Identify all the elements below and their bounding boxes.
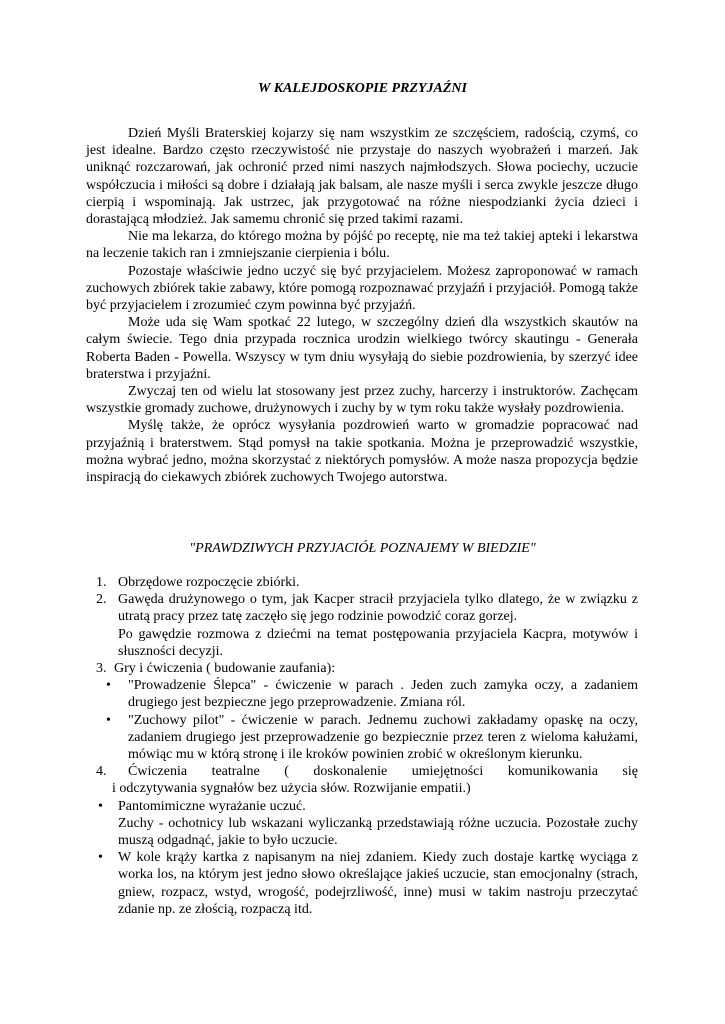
document-title: W KALEJDOSKOPIE PRZYJAŹNI [258, 81, 467, 96]
bullet-icon: • [106, 678, 111, 694]
bullet-text: Zuchy - ochotnicy lub wskazani wyliczanką przedstawiają różne uczucia. Pozostałe zuchy muszą odgadnąć, jakie to było uczucie. [118, 815, 638, 849]
bullet-item [86, 712, 638, 764]
list-item-text: Ćwiczenia teatralne ( doskonalenie umiejętności komunikowania się [128, 764, 638, 780]
section-subtitle: "PRAWDZIWYCH PRZYJACIÓŁ POZNAJEMY W BIEDZIE" [189, 541, 536, 556]
list-item [86, 574, 638, 591]
list-item-continuation: i odczytywania sygnałów bez użycia słów. Rozwijanie empatii.) [112, 781, 471, 797]
activity-list [86, 574, 638, 918]
bullet-item [86, 849, 638, 918]
bullet-item [86, 677, 638, 711]
list-number: 4. [96, 764, 107, 780]
list-item [86, 660, 638, 677]
paragraph: Może uda się Wam spotkać 22 lutego, w szczególny dzień dla wszystkich skautów na całym świecie. Tego dnia przypada rocznica urodzin wielkiego twórcy skautingu - Generała Roberta Baden - Powella. Wszyscy w tym dniu wysyłają do siebie pozdrowienia, by szerzyć idee braterstwa i przyjaźni. [86, 315, 638, 382]
list-number: 3. [96, 661, 107, 677]
bullet-item [86, 798, 638, 850]
paragraph: Dzień Myśli Braterskiej kojarzy się nam wszystkim ze szczęściem, radością, czymś, co jest idealne. Bardzo często rzeczywistość nie przystaje do naszych wyobrażeń i marzeń. Jak uniknąć rozczarowań, jak ochronić przed nimi naszych najmłodszych. Słowa pociechy, uczucie współczucia i miłości są dobre i działają jak balsam, ale nasze myśli i serca zwykle jeszcze długo cierpią i wspominają. Jak ustrzec, jak przygotować na różne niespodzianki życia dzieci i dorastającą młodzież. Jak samemu chronić się przed takimi razami. [86, 126, 638, 228]
list-item-text: Gawęda drużynowego o tym, jak Kacper stracił przyjaciela tylko dlatego, że w związku z utratą pracy przez tatę zaczęło się jego rodzinie powodzić coraz gorzej. [118, 592, 638, 625]
bullet-heading: Pantomimiczne wyrażanie uczuć. [118, 798, 306, 814]
bullet-text: "Zuchowy pilot" - ćwiczenie w parach. Jednemu zuchowi zakładamy opaskę na oczy, zadaniem drugiego jest przeprowadzenie go bezpiecznie przez teren z wieloma kałużami, mówiąc mu w którą stronę i ile kroków powinien zrobić w określonym kierunku. [128, 712, 638, 763]
intro-text [86, 125, 638, 486]
paragraph: Nie ma lekarza, do którego można by pójść po receptę, nie ma też takiej apteki i lekarstwa na leczenie takich ran i zmniejszanie cierpienia i bólu. [86, 229, 638, 262]
list-item [86, 591, 638, 660]
list-number: 2. [96, 592, 107, 608]
bullet-icon: • [106, 712, 111, 728]
bullet-icon: • [98, 798, 103, 814]
list-number: 1. [96, 575, 107, 590]
paragraph: Myślę także, że oprócz wysyłania pozdrowień warto w gromadzie popracować nad przyjaźnią i braterstwem. Stąd pomysł na takie spotkania. Można je przeprowadzić wszystkie, można wybrać jedno, można skorzystać z niektórych pomysłów. A może nasza propozycja będzie inspiracją do ciekawych zbiórek zuchowych Twojego autorstwa. [86, 418, 638, 486]
bullet-text: W kole krąży kartka z napisanym na niej zdaniem. Kiedy zuch dostaje kartkę wyciąga z worka los, na którym jest jedno słowo określające jakieś uczucie, stan emocjonalny (strach, gniew, rozpacz, wstyd, wrogość, podejrzliwość, inne) musi w takim nastroju przeczytać zdanie np. ze złością, rozpaczą itd. [118, 850, 638, 917]
paragraph: Zwyczaj ten od wielu lat stosowany jest przez zuchy, harcerzy i instruktorów. Zachęcam wszystkie gromady zuchowe, drużynowych i zuchy by w tym roku także wysłały pozdrowienia. [86, 384, 638, 417]
paragraph: Pozostaje właściwie jedno uczyć się być przyjacielem. Możesz zaproponować w ramach zuchowych zbiórek takie zabawy, które pomogą rozpoznawać przyjaźń i przyjaciół. Pomogą także być przyjacielem i zrozumieć czym powinna być przyjaźń. [86, 263, 638, 314]
list-item-text: Obrzędowe rozpoczęcie zbiórki. [118, 575, 300, 590]
list-item-text: Gry i ćwiczenia ( budowanie zaufania): [114, 661, 336, 677]
bullet-text: "Prowadzenie Ślepca" - ćwiczenie w parach . Jeden zuch zamyka oczy, a zadaniem drugiego jest bezpieczne jego przeprowadzenie. Zmiana ról. [128, 678, 638, 711]
list-item-continuation: Po gawędzie rozmowa z dziećmi na temat postępowania przyjaciela Kacpra, motywów i słuszności decyzji. [118, 626, 638, 659]
list-item [86, 763, 638, 780]
bullet-icon: • [98, 850, 103, 866]
